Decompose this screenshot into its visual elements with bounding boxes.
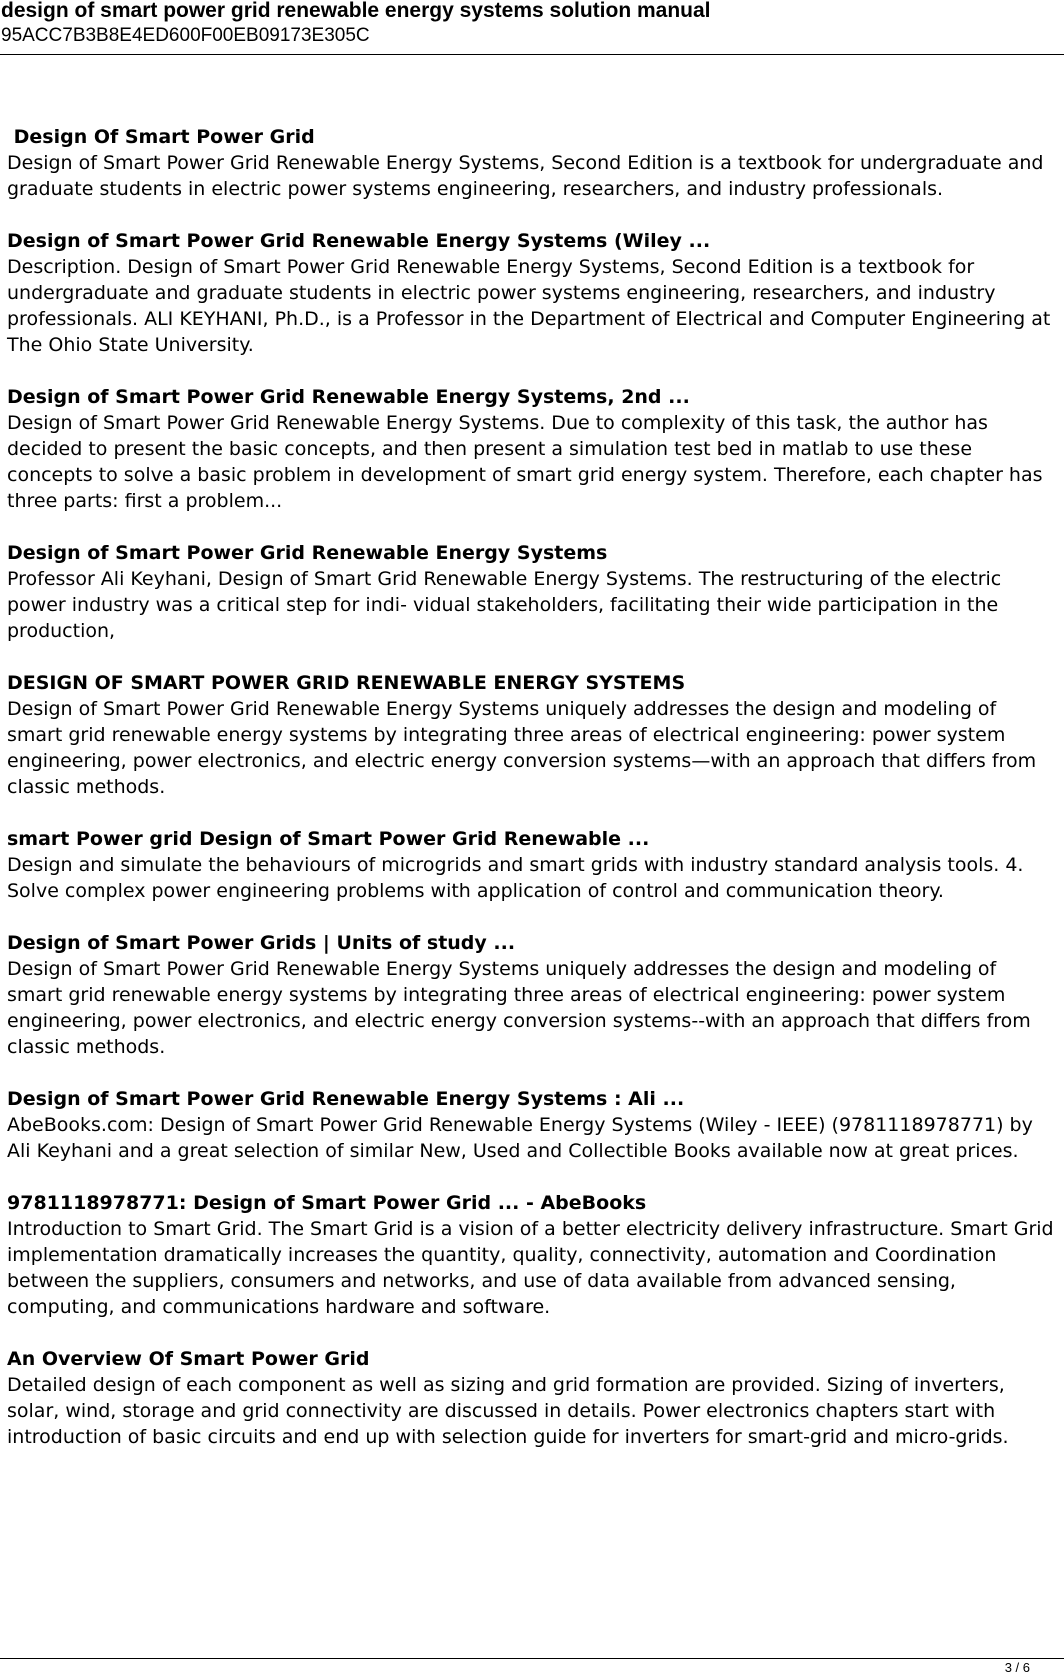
content-section [7,384,1057,514]
footer-divider [0,1658,1064,1659]
section-heading: 9781118978771: Design of Smart Power Grid ... - AbeBooks [7,1192,647,1214]
content-section [7,826,1057,904]
section-heading: Design of Smart Power Grids | Units of study ... [7,932,516,954]
section-body: Design of Smart Power Grid Renewable Energy Systems uniquely addresses the design and modeling of smart grid renewable energy systems by integrating three areas of electrical engineering: power system engineering, power electronics, and electric energy conversion systems—with an approach that differs from classic methods. [7,698,1037,798]
section-heading: An Overview Of Smart Power Grid [7,1348,370,1370]
content-section [7,540,1057,644]
section-heading: Design Of Smart Power Grid [7,126,315,148]
section-heading: Design of Smart Power Grid Renewable Energy Systems (Wiley ... [7,230,711,252]
section-body: Design of Smart Power Grid Renewable Energy Systems. Due to complexity of this task, the author has decided to present the basic concepts, and then present a simulation test bed in matlab to use these concepts to solve a basic problem in development of smart grid energy system. Therefore, each chapter has three parts: first a problem... [7,412,1043,512]
page-number: 3 / 6 [1004,1660,1030,1675]
document-title: design of smart power grid renewable energy systems solution manual [1,0,711,22]
section-heading: Design of Smart Power Grid Renewable Energy Systems, 2nd ... [7,386,690,408]
section-body: Detailed design of each component as well as sizing and grid formation are provided. Sizing of inverters, solar, wind, storage and grid connectivity are discussed in details. Power electronics chapters start with introduction of basic circuits and end up with selection guide for inverters for smart-grid and micro-grids. [7,1374,1009,1448]
content-section [7,670,1057,800]
section-heading: smart Power grid Design of Smart Power Grid Renewable ... [7,828,650,850]
section-body: Design of Smart Power Grid Renewable Energy Systems uniquely addresses the design and modeling of smart grid renewable energy systems by integrating three areas of electrical engineering: power system engineering, power electronics, and electric energy conversion systems--with an approach that differs from classic methods. [7,958,1031,1058]
document-content [7,124,1057,1476]
section-body: Professor Ali Keyhani, Design of Smart Grid Renewable Energy Systems. The restructuring of the electric power industry was a critical step for indi- vidual stakeholders, facilitating their wide participation in the production, [7,568,1002,642]
document-id: 95ACC7B3B8E4ED600F00EB09173E305C [1,25,370,46]
section-body: Description. Design of Smart Power Grid Renewable Energy Systems, Second Edition is a textbook for undergraduate and graduate students in electric power systems engineering, researchers, and industry professionals. ALI KEYHANI, Ph.D., is a Professor in the Department of Electrical and Computer Engineering at The Ohio State University. [7,256,1051,356]
content-section [7,930,1057,1060]
section-body: Introduction to Smart Grid. The Smart Grid is a vision of a better electricity delivery infrastructure. Smart Grid implementation dramatically increases the quantity, quality, connectivity, automation and Coordination between the suppliers, consumers and networks, and use of data available from advanced sensing, computing, and communications hardware and software. [7,1218,1054,1318]
section-heading: DESIGN OF SMART POWER GRID RENEWABLE ENERGY SYSTEMS [7,672,686,694]
content-section [7,124,1057,202]
section-body: Design of Smart Power Grid Renewable Energy Systems, Second Edition is a textbook for undergraduate and graduate students in electric power systems engineering, researchers, and industry professionals. [7,152,1044,200]
section-body: Design and simulate the behaviours of microgrids and smart grids with industry standard analysis tools. 4. Solve complex power engineering problems with application of control and communication theory. [7,854,1024,902]
page-header [0,0,1064,55]
section-heading: Design of Smart Power Grid Renewable Energy Systems [7,542,608,564]
content-section [7,1086,1057,1164]
content-section [7,1190,1057,1320]
section-heading: Design of Smart Power Grid Renewable Energy Systems : Ali ... [7,1088,685,1110]
section-body: AbeBooks.com: Design of Smart Power Grid Renewable Energy Systems (Wiley - IEEE) (9781118978771) by Ali Keyhani and a great selection of similar New, Used and Collectible Books available now at great prices. [7,1114,1033,1162]
content-section [7,1346,1057,1450]
content-section [7,228,1057,358]
